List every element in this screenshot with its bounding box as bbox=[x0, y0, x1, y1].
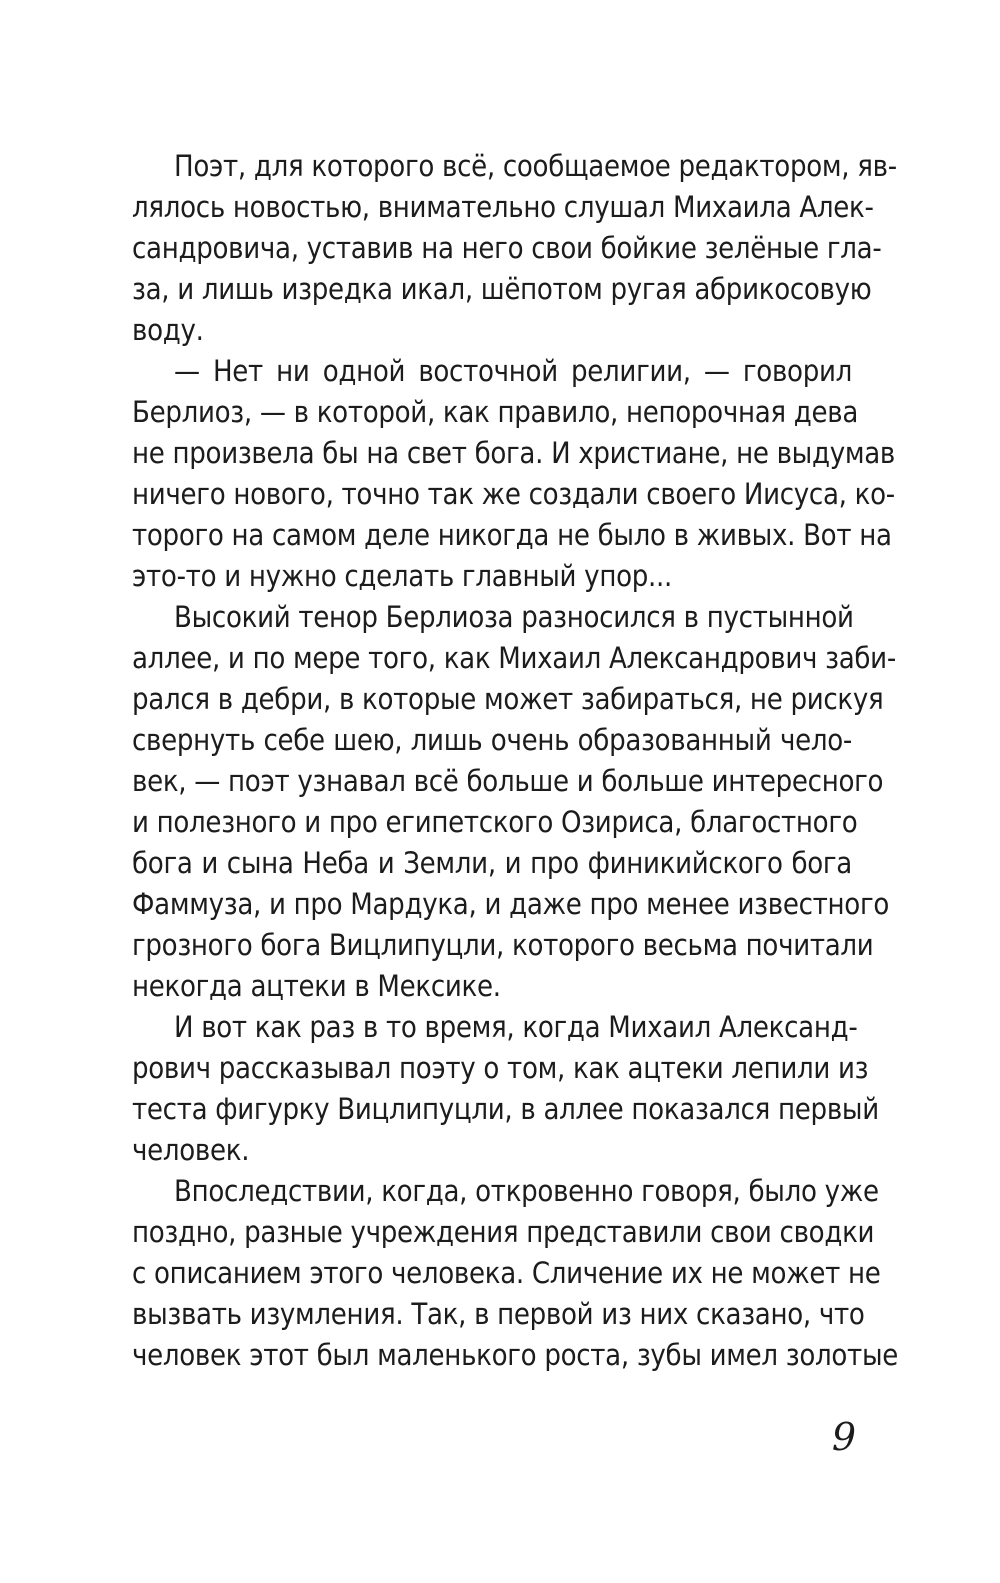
text-line: торого на самом деле никогда не было в живых. Вот на bbox=[132, 518, 892, 552]
text-line: Фаммуза, и про Мардука, и даже про менее известного bbox=[132, 887, 890, 921]
text-line: ничего нового, точно так же создали своего Иисуса, ко- bbox=[132, 477, 895, 511]
text-line: аллее, и по мере того, как Михаил Александрович заби- bbox=[132, 641, 896, 675]
text-line: поздно, разные учреждения представили свои сводки bbox=[132, 1215, 875, 1249]
text-line: Впоследствии, когда, откровенно говоря, было уже bbox=[174, 1174, 879, 1208]
text-line: грозного бога Вицлипуцли, которого весьма почитали bbox=[132, 928, 874, 962]
text-line: век, — поэт узнавал всё больше и больше интересного bbox=[132, 764, 884, 798]
text-line: это-то и нужно сделать главный упор... bbox=[132, 559, 672, 593]
text-line: рович рассказывал поэту о том, как ацтеки лепили из bbox=[132, 1051, 869, 1085]
text-line: бога и сына Неба и Земли, и про финикийского бога bbox=[132, 846, 852, 880]
text-line: лялось новостью, внимательно слушал Михаила Алек- bbox=[132, 190, 874, 224]
text-line: воду. bbox=[132, 313, 204, 347]
text-line: человек этот был маленького роста, зубы имел золотые bbox=[132, 1338, 898, 1372]
body-text bbox=[132, 146, 898, 1376]
text-line: — Нет ни одной восточной религии, — говорил bbox=[174, 354, 852, 388]
page-number: 9 bbox=[831, 1415, 856, 1459]
text-line: рался в дебри, в которые может забираться, не рискуя bbox=[132, 682, 884, 716]
text-line: Берлиоз, — в которой, как правило, непорочная дева bbox=[132, 395, 859, 429]
text-line: вызвать изумления. Так, в первой из них сказано, что bbox=[132, 1297, 865, 1331]
text-line: не произвела бы на свет бога. И христиане, не выдумав bbox=[132, 436, 895, 470]
text-line: Высокий тенор Берлиоза разносился в пустынной bbox=[174, 600, 854, 634]
text-line: Поэт, для которого всё, сообщаемое редактором, яв- bbox=[174, 149, 897, 183]
text-line: некогда ацтеки в Мексике. bbox=[132, 969, 501, 1003]
text-line: И вот как раз в то время, когда Михаил Александ- bbox=[174, 1010, 858, 1044]
text-line: теста фигурку Вицлипуцли, в аллее показался первый bbox=[132, 1092, 879, 1126]
text-line: человек. bbox=[132, 1133, 250, 1167]
text-line: и полезного и про египетского Озириса, благостного bbox=[132, 805, 858, 839]
text-line: за, и лишь изредка икал, шёпотом ругая абрикосовую bbox=[132, 272, 872, 306]
text-line: свернуть себе шею, лишь очень образованный чело- bbox=[132, 723, 852, 757]
text-line: сандровича, уставив на него свои бойкие зелёные гла- bbox=[132, 231, 882, 265]
text-line: с описанием этого человека. Сличение их не может не bbox=[132, 1256, 881, 1290]
